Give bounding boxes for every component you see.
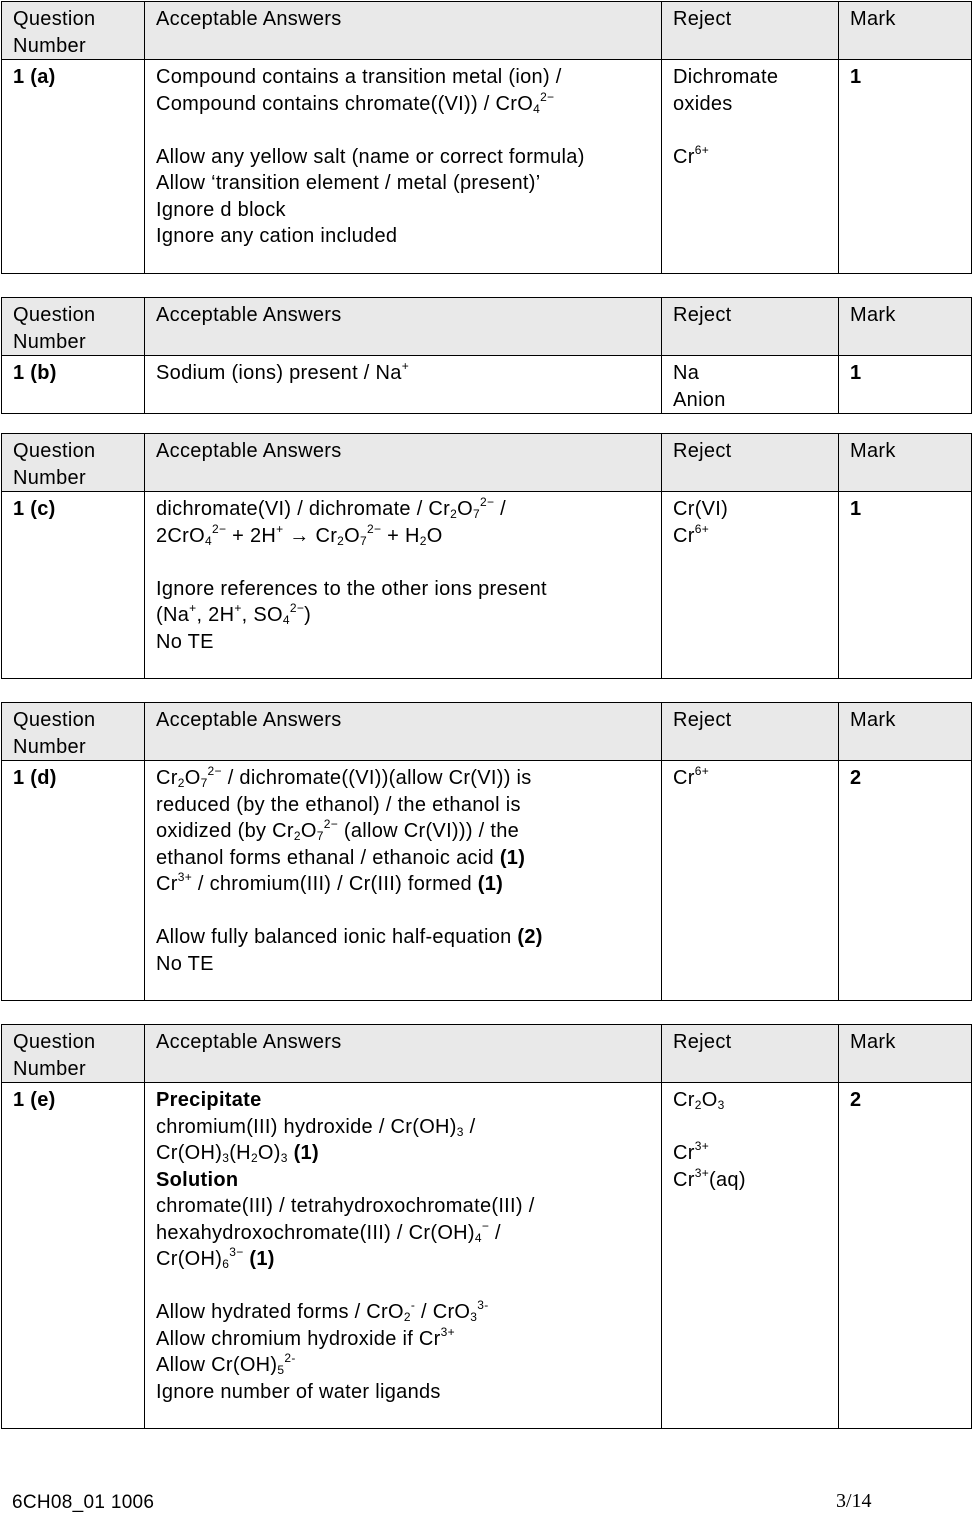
header-row [2, 1025, 972, 1083]
mark-scheme-table-1e [1, 1024, 972, 1429]
header-reject: Reject [662, 298, 839, 356]
reject-cell: Cr(VI) $Cr^{6+}$ [662, 492, 839, 679]
acceptable-answers: dichromate(VI) / dichromate / $Cr_2O_7^{2-}$ / $2CrO_4^{2-} + 2H^+ \to Cr_2O_7^{2-} + H_2O$ Ignore references to the other ions present (Na+, 2H+, $SO_4^{2-}$) No TE [145, 492, 662, 679]
question-number: 1 (d) [2, 761, 145, 1001]
header-row [2, 298, 972, 356]
header-question-number: Question Number [2, 434, 145, 492]
mark-scheme-table-1a [1, 1, 972, 274]
header-reject: Reject [662, 434, 839, 492]
acceptable-answers: Precipitate chromium(III) hydroxide / $Cr(OH)_3$ / $Cr(OH)_3(H_2O)_3$ (1) Solution chromate(III) / tetrahydroxochromate(III) / hexahydroxochromate(III) / $Cr(OH)_4^-$ / $Cr(OH)_6^{3-}$ (1) Allow hydrated forms / CrO$_2$- / CrO$_3^{3-}$ Allow chromium hydroxide if $Cr^{3+}$ Allow $Cr(OH)_5^{2-}$ Ignore number of water ligands [145, 1083, 662, 1429]
reaction-arrow-icon: → [283, 524, 316, 547]
acceptable-answers: Sodium (ions) present / Na+ [145, 356, 662, 414]
mark-cell: 1 [839, 60, 972, 274]
header-acceptable-answers: Acceptable Answers [145, 703, 662, 761]
header-reject: Reject [662, 1025, 839, 1083]
question-number: 1 (c) [2, 492, 145, 679]
header-mark: Mark [839, 434, 972, 492]
header-mark: Mark [839, 703, 972, 761]
header-reject: Reject [662, 703, 839, 761]
mark-cell: 1 [839, 356, 972, 414]
answer-row [2, 761, 972, 1001]
mark-cell: 1 [839, 492, 972, 679]
header-acceptable-answers: Acceptable Answers [145, 298, 662, 356]
question-number: 1 (e) [2, 1083, 145, 1429]
reject-cell: $Cr_2O_3$ $Cr^{3+}$ $Cr^{3+}(aq)$ [662, 1083, 839, 1429]
header-row [2, 434, 972, 492]
header-row [2, 2, 972, 60]
header-question-number: Question Number [2, 2, 145, 60]
reject-cell: Na Anion [662, 356, 839, 414]
reject-cell: Dichromate oxides $Cr^{6+}$ [662, 60, 839, 274]
answer-row [2, 60, 972, 274]
header-mark: Mark [839, 2, 972, 60]
answer-row [2, 1083, 972, 1429]
header-mark: Mark [839, 298, 972, 356]
header-mark: Mark [839, 1025, 972, 1083]
mark-scheme-table-1d [1, 702, 972, 1001]
mark-cell: 2 [839, 761, 972, 1001]
answer-row [2, 356, 972, 414]
question-number: 1 (b) [2, 356, 145, 414]
answer-row [2, 492, 972, 679]
mark-scheme-table-1b [1, 297, 972, 414]
question-number: 1 (a) [2, 60, 145, 274]
mark-scheme-table-1c [1, 433, 972, 679]
paper-code: 6CH08_01 1006 [12, 1492, 155, 1513]
ionic-equation: $2CrO_4^{2-} + 2H^+ \to Cr_2O_7^{2-} + H_2O$ [156, 521, 443, 548]
reject-cell: $Cr^{6+}$ [662, 761, 839, 1001]
header-acceptable-answers: Acceptable Answers [145, 2, 662, 60]
header-acceptable-answers: Acceptable Answers [145, 434, 662, 492]
page-number: 3/14 [836, 1490, 872, 1512]
header-question-number: Question Number [2, 703, 145, 761]
header-acceptable-answers: Acceptable Answers [145, 1025, 662, 1083]
header-reject: Reject [662, 2, 839, 60]
header-question-number: Question Number [2, 298, 145, 356]
acceptable-answers: $Cr_2O_7^{2-}$ / dichromate((VI))(allow Cr(VI)) is reduced (by the ethanol) / the ethanol is oxidized (by $Cr_2O_7^{2-}$ (allow Cr(VI))) / the ethanol forms ethanal / ethanoic acid (1) $Cr^{3+}$ / chromium(III) / Cr(III) formed (1) Allow fully balanced ionic half-equation (2) No TE [145, 761, 662, 1001]
header-row [2, 703, 972, 761]
acceptable-answers: Compound contains a transition metal (ion) / Compound contains chromate((VI)) / CrO$_4^{2-}$ Allow any yellow salt (name or correct formula) Allow ‘transition element / metal (present)’ Ignore d block Ignore any cation included [145, 60, 662, 274]
header-question-number: Question Number [2, 1025, 145, 1083]
mark-cell: 2 [839, 1083, 972, 1429]
